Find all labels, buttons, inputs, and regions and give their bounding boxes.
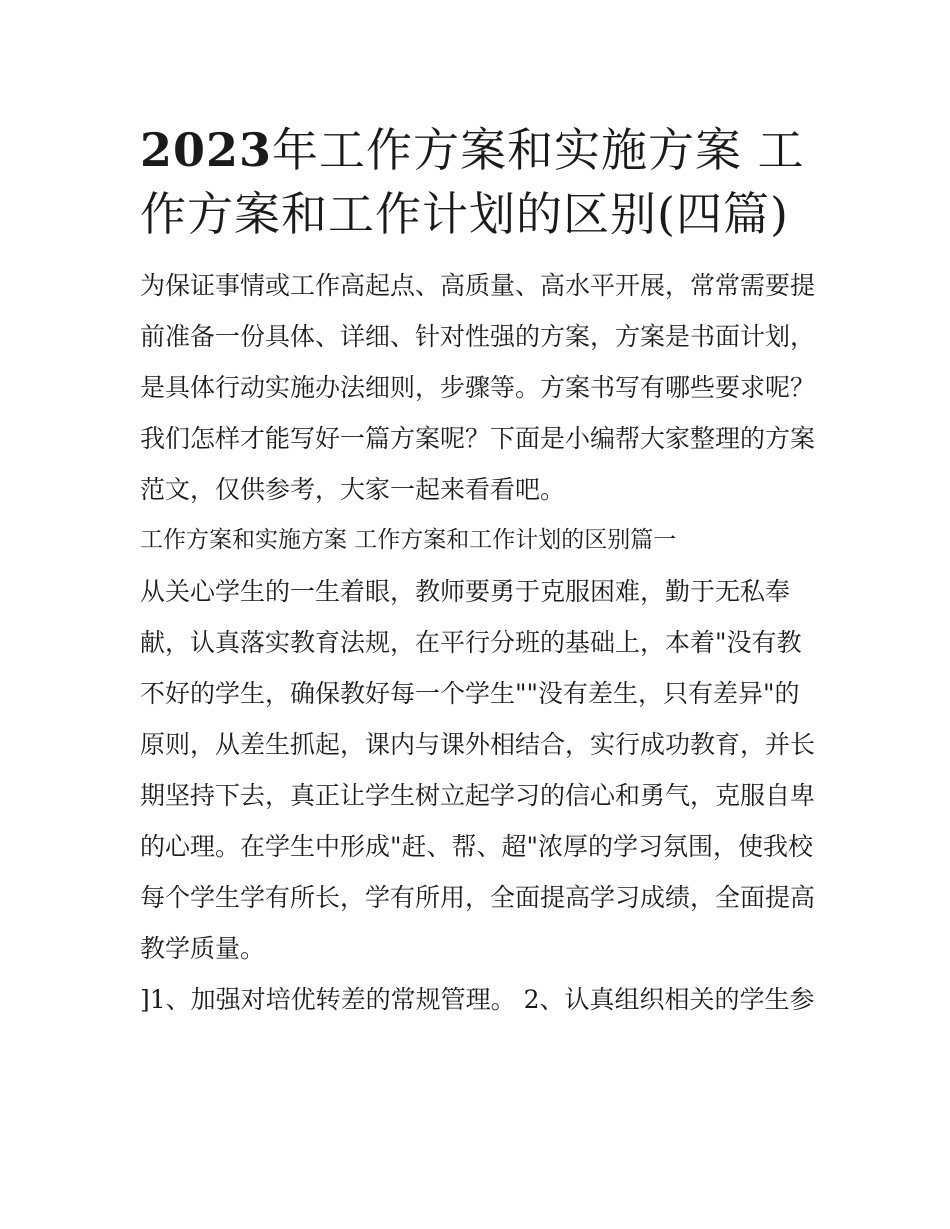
body-paragraph	[140, 566, 820, 974]
section-heading: 工作方案和实施方案 工作方案和工作计划的区别篇一	[140, 527, 677, 553]
intro-paragraph	[140, 260, 820, 515]
body-line: 献，认真落实教育法规，在平行分班的基础上，本着"没有教	[140, 628, 802, 657]
document-page	[140, 118, 820, 1025]
body-line: 期坚持下去，真正让学生树立起学习的信心和勇气，克服自卑	[140, 781, 816, 810]
document-title	[140, 118, 820, 246]
list-line: ]1、加强对培优转差的常规管理。 2、认真组织相关的学生参	[140, 985, 815, 1014]
intro-line: 我们怎样才能写好一篇方案呢？下面是小编帮大家整理的方案	[140, 424, 816, 453]
intro-line: 为保证事情或工作高起点、高质量、高水平开展，常常需要提	[140, 271, 816, 300]
intro-line: 范文，仅供参考，大家一起来看看吧。	[140, 475, 566, 504]
body-line: 原则，从差生抓起，课内与课外相结合，实行成功教育，并长	[140, 730, 816, 759]
body-line: 教学质量。	[140, 934, 266, 963]
body-line: 每个学生学有所长，学有所用，全面提高学习成绩，全面提高	[140, 883, 816, 912]
body-line: 不好的学生，确保教好每一个学生""没有差生，只有差异"的	[140, 679, 800, 708]
body-line: 的心理。在学生中形成"赶、帮、超"浓厚的学习氛围，使我校	[140, 832, 814, 861]
intro-line: 是具体行动实施办法细则，步骤等。方案书写有哪些要求呢？	[140, 373, 816, 402]
body-line: 从关心学生的一生着眼，教师要勇于克服困难，勤于无私奉	[140, 577, 791, 606]
title-year: 2023	[140, 123, 273, 177]
intro-line: 前准备一份具体、详细、针对性强的方案，方案是书面计划，	[140, 322, 816, 351]
title-text: 年工作方案和实施方案 工作方案和工作计划的区别(四篇)	[140, 123, 805, 241]
